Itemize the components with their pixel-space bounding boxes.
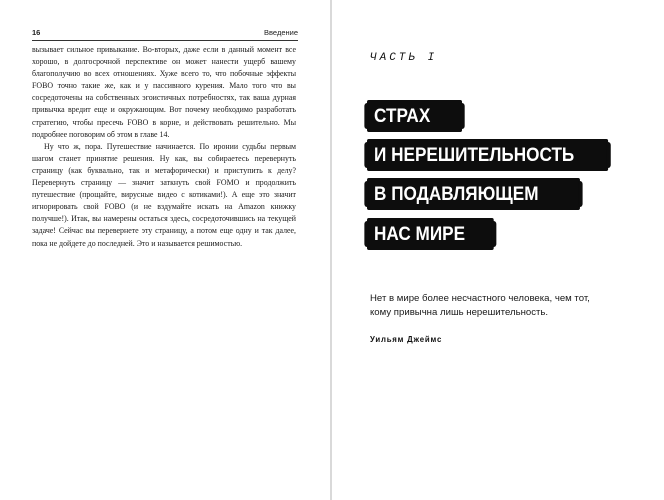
left-page — [0, 0, 331, 500]
running-head — [32, 26, 298, 41]
paragraph: вызывает сильное привыкание. Во-вторых, даже если в данный момент все хорошо, в долгосрочной перспективе он может нанести ущерб вашему благополучию во всех отношениях. Хуже всего то, что побочные эффекты FOBO точно такие же, как и у пассивного курения. Мало того что вы сосредоточены на собственных эгоистичных потребностях, так ваша дурная привычка вредит еще и окружающим. Вот почему необходимо разработать стратегию, чтобы пресечь FOBO в корне, и действовать решительно. Мы подробнее поговорим об этом в главе 14. — [32, 45, 296, 139]
part-title-line: НАС МИРЕ — [367, 218, 494, 250]
page-number: 16 — [32, 28, 41, 37]
epigraph-author: Уильям Джеймс — [370, 335, 443, 344]
epigraph-quote: Нет в мире более несчастного человека, чем тот, кому привычна лишь нерешительность. — [370, 293, 590, 318]
body-text — [32, 44, 296, 250]
part-title-line: И НЕРЕШИТЕЛЬНОСТЬ — [367, 139, 608, 171]
part-title-line: В ПОДАВЛЯЮЩЕМ — [367, 178, 580, 210]
part-label: ЧАСТЬ I — [370, 52, 438, 64]
right-page — [332, 0, 664, 500]
section-title: Введение — [264, 28, 298, 37]
paragraph: Ну что ж, пора. Путешествие начинается. По иронии судьбы первым шагом станет принятие решения. Ну как, вы собираетесь перевернуть страницу (как буквально, так и метафорически) и приступить к делу? Перевернуть страницу — значит заткнуть свой FOMO и продолжить путешествие (прощайте, вирусные видео с котиками!). А еще это значит игнорировать свой FOBO (и не вздумайте искать на Amazon книжку получше!). Итак, вы намерены остаться здесь, сосредоточившись на текущей задаче! Сейчас вы перевернете эту страницу, а потом еще одну и так далее, пока не дойдете до последней. Это и называется решимостью. — [32, 141, 296, 248]
part-title-line: СТРАХ — [367, 100, 462, 132]
